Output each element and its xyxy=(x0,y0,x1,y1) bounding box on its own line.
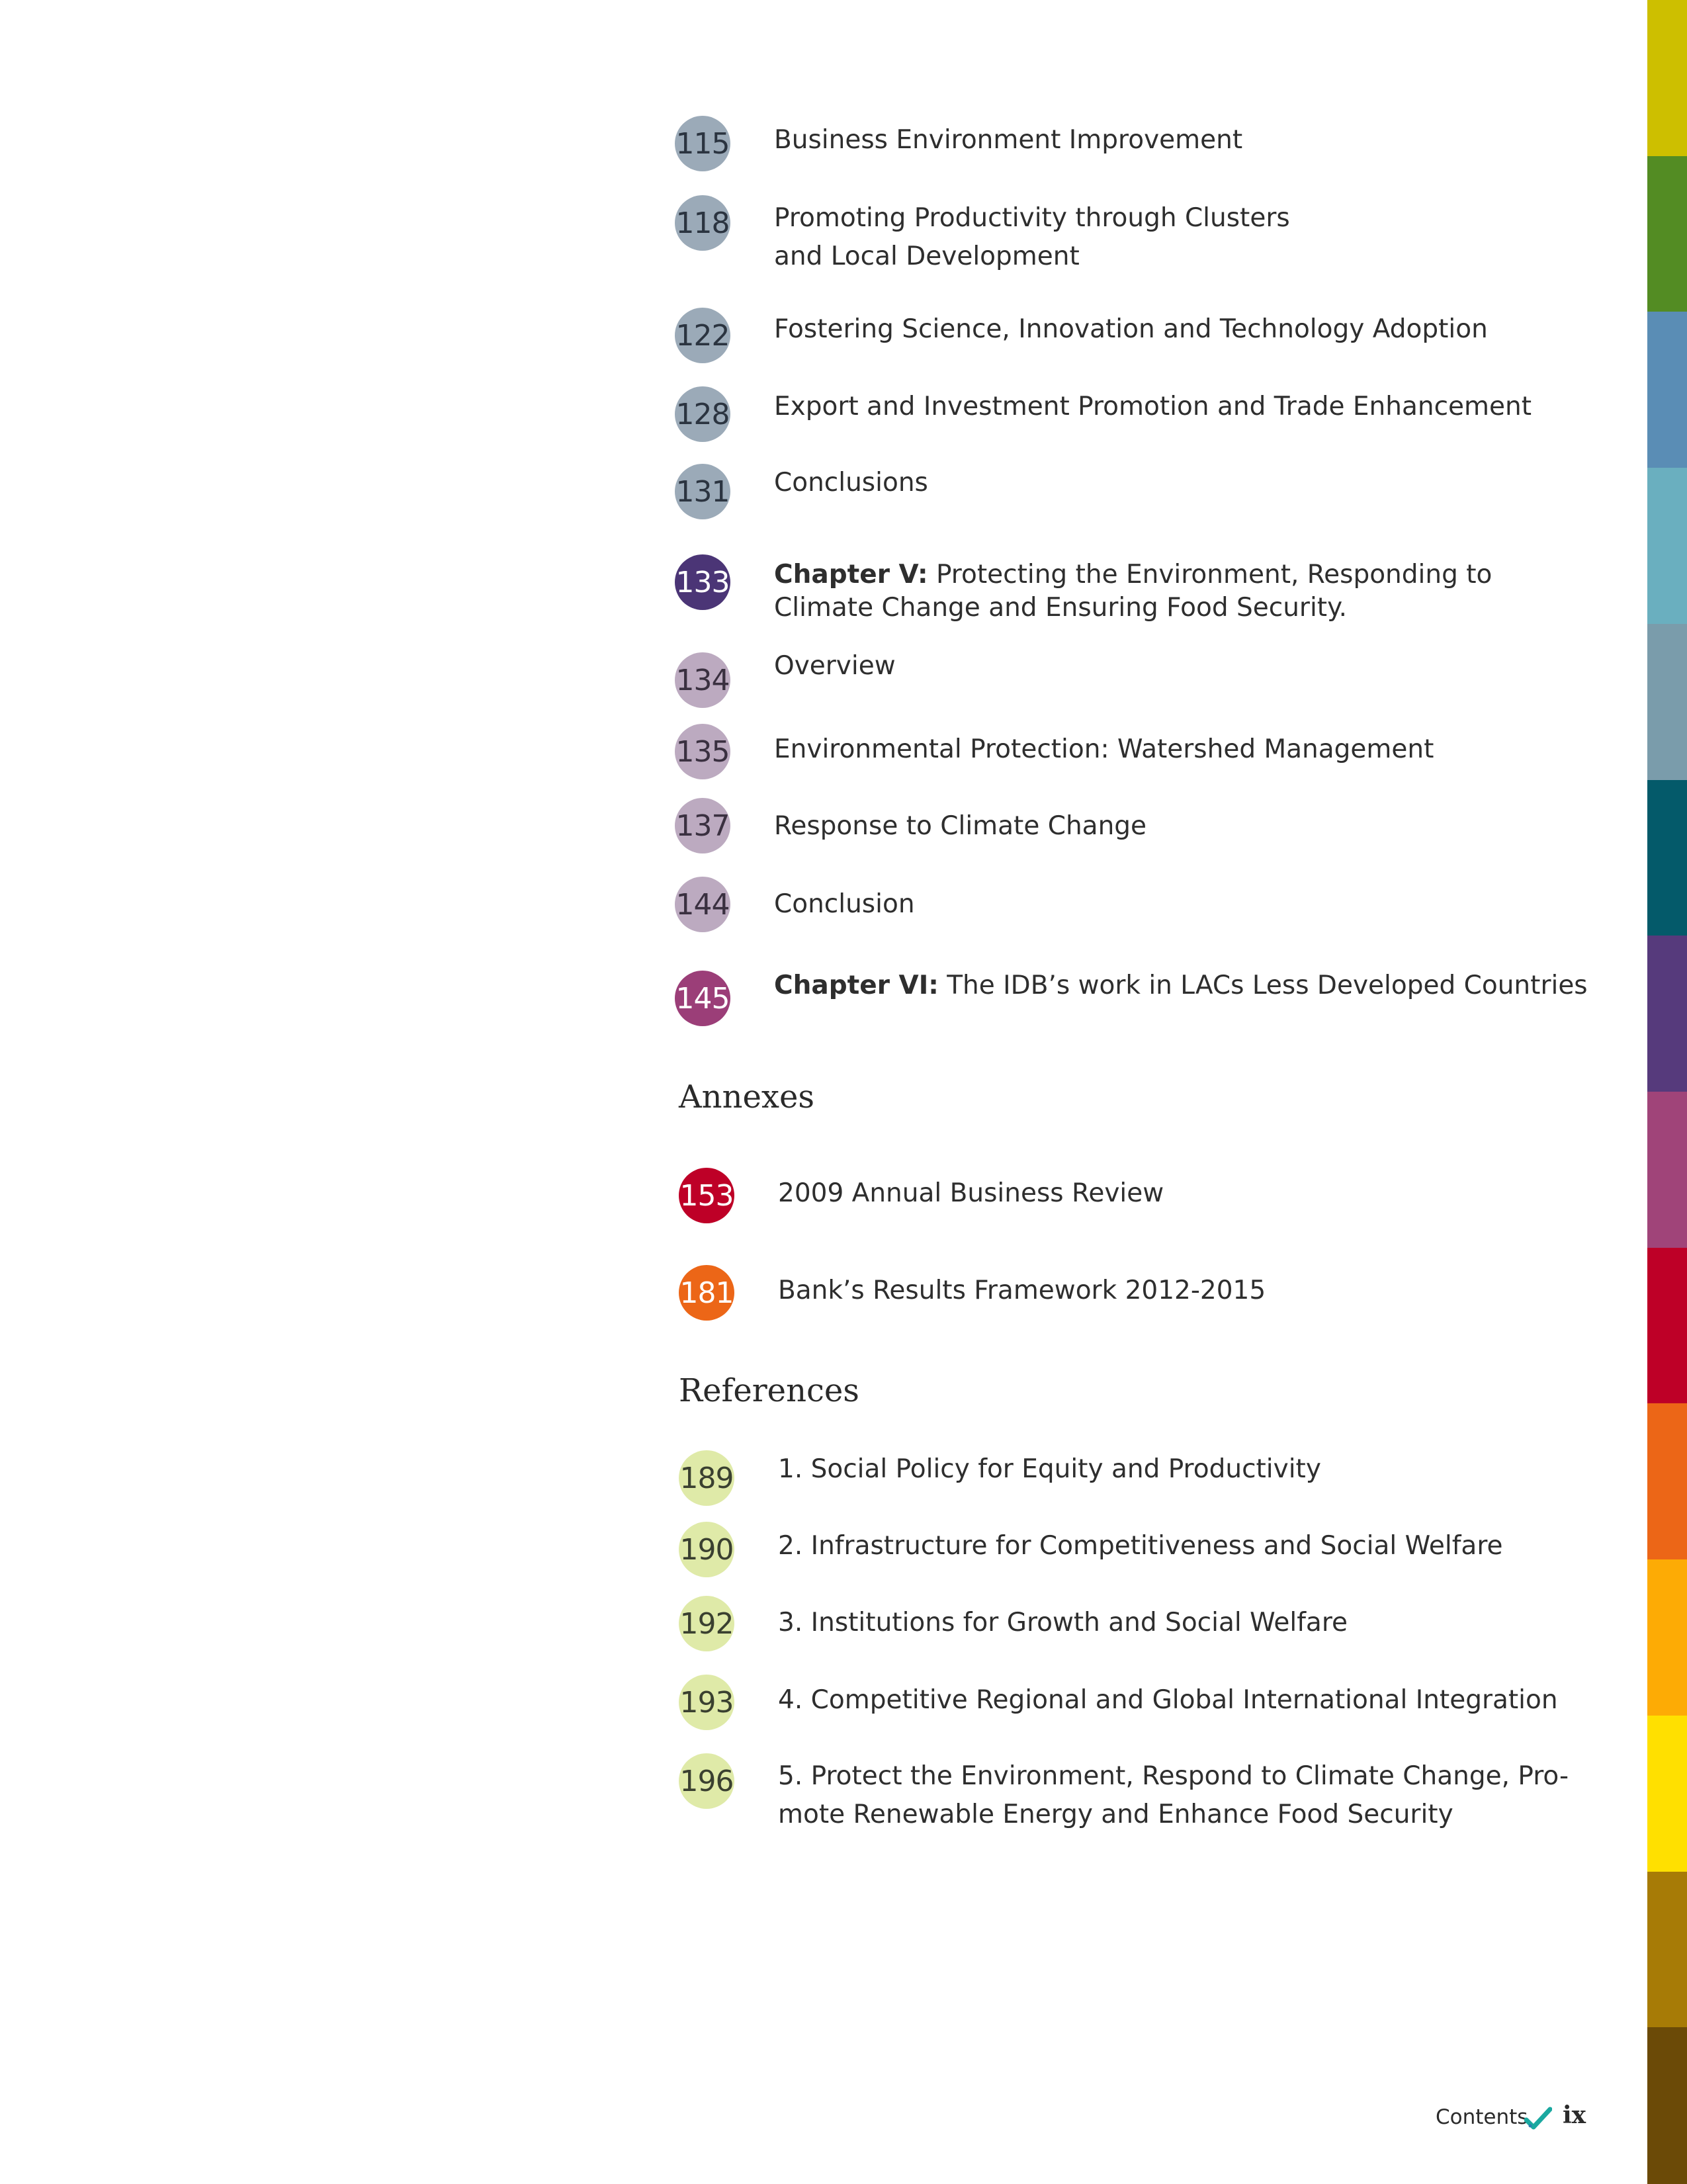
reference-entry-title: 2. Infrastructure for Competitiveness and Social Welfare xyxy=(778,1531,1503,1561)
chapter-title: The IDB’s work in LACs Less Developed Countries xyxy=(947,971,1588,1000)
references-heading: References xyxy=(679,1372,859,1409)
page-number-badge: 190 xyxy=(679,1522,734,1577)
reference-entry-title: 4. Competitive Regional and Global International Integration xyxy=(778,1685,1558,1715)
chapter-label: Chapter V: xyxy=(774,560,928,590)
page-number-badge: 135 xyxy=(675,724,730,779)
footer-page-number: ix xyxy=(1563,2101,1586,2129)
page-number-badge: 128 xyxy=(675,386,730,442)
page-number-badge: 137 xyxy=(675,798,730,853)
page-number-badge: 131 xyxy=(675,464,730,519)
toc-entry-title: Fostering Science, Innovation and Technology Adoption xyxy=(774,314,1488,344)
annexes-heading: Annexes xyxy=(679,1078,815,1115)
reference-entry-title: 1. Social Policy for Equity and Productivity xyxy=(778,1454,1321,1484)
color-strip-band xyxy=(1647,1559,1687,1716)
page-number-badge: 181 xyxy=(679,1265,734,1321)
color-strip-band xyxy=(1647,1872,1687,2029)
toc-entry-title: Business Environment Improvement xyxy=(774,125,1243,155)
page-number-badge: 118 xyxy=(675,195,730,251)
page-number-badge: 192 xyxy=(679,1596,734,1651)
page-number-badge: 115 xyxy=(675,116,730,171)
chapter-color-strip xyxy=(1647,0,1687,2183)
color-strip-band xyxy=(1647,2027,1687,2184)
toc-entry-title: Conclusions xyxy=(774,468,928,498)
page-number-badge: 196 xyxy=(679,1753,734,1809)
footer-contents-label: Contents xyxy=(1436,2105,1528,2129)
toc-entry-title: Promoting Productivity through Clusters and Local Development xyxy=(774,203,1290,271)
toc-entry-title: Export and Investment Promotion and Trade Enhancement xyxy=(774,392,1532,421)
annex-entry-title: 2009 Annual Business Review xyxy=(778,1178,1164,1208)
page-number-badge: 193 xyxy=(679,1675,734,1730)
color-strip-band xyxy=(1647,1716,1687,1872)
color-strip-band xyxy=(1647,936,1687,1092)
toc-entry-title: Response to Climate Change xyxy=(774,811,1147,841)
toc-entry-title xyxy=(774,558,1594,625)
color-strip-band xyxy=(1647,624,1687,781)
toc-entry-title: Conclusion xyxy=(774,889,915,919)
color-strip-band xyxy=(1647,1092,1687,1248)
annex-entry-title: Bank’s Results Framework 2012-2015 xyxy=(778,1276,1266,1305)
page-number-badge: 153 xyxy=(679,1168,734,1223)
color-strip-band xyxy=(1647,156,1687,313)
page-number-badge: 189 xyxy=(679,1450,734,1506)
toc-entry-title: Environmental Protection: Watershed Management xyxy=(774,734,1434,764)
check-icon xyxy=(1524,2107,1552,2130)
toc-entry-title: Overview xyxy=(774,651,896,681)
toc-entry-title xyxy=(774,969,1634,1002)
chapter-title: Protecting the Environment, Responding to Climate Change and Ensuring Food Security. xyxy=(774,560,1492,623)
page-number-badge: 122 xyxy=(675,308,730,363)
color-strip-band xyxy=(1647,1403,1687,1560)
page-number-badge: 134 xyxy=(675,652,730,708)
page-number-badge: 133 xyxy=(675,554,730,610)
color-strip-band xyxy=(1647,0,1687,157)
color-strip-band xyxy=(1647,780,1687,937)
color-strip-band xyxy=(1647,468,1687,625)
reference-entry-title: 5. Protect the Environment, Respond to Climate Change, Pro- mote Renewable Energy and Enhance Food Security xyxy=(778,1761,1569,1829)
reference-entry-title: 3. Institutions for Growth and Social Welfare xyxy=(778,1608,1348,1638)
page-number-badge: 145 xyxy=(675,971,730,1026)
color-strip-band xyxy=(1647,1248,1687,1405)
chapter-label: Chapter VI: xyxy=(774,971,939,1000)
color-strip-band xyxy=(1647,312,1687,468)
page-number-badge: 144 xyxy=(675,877,730,932)
